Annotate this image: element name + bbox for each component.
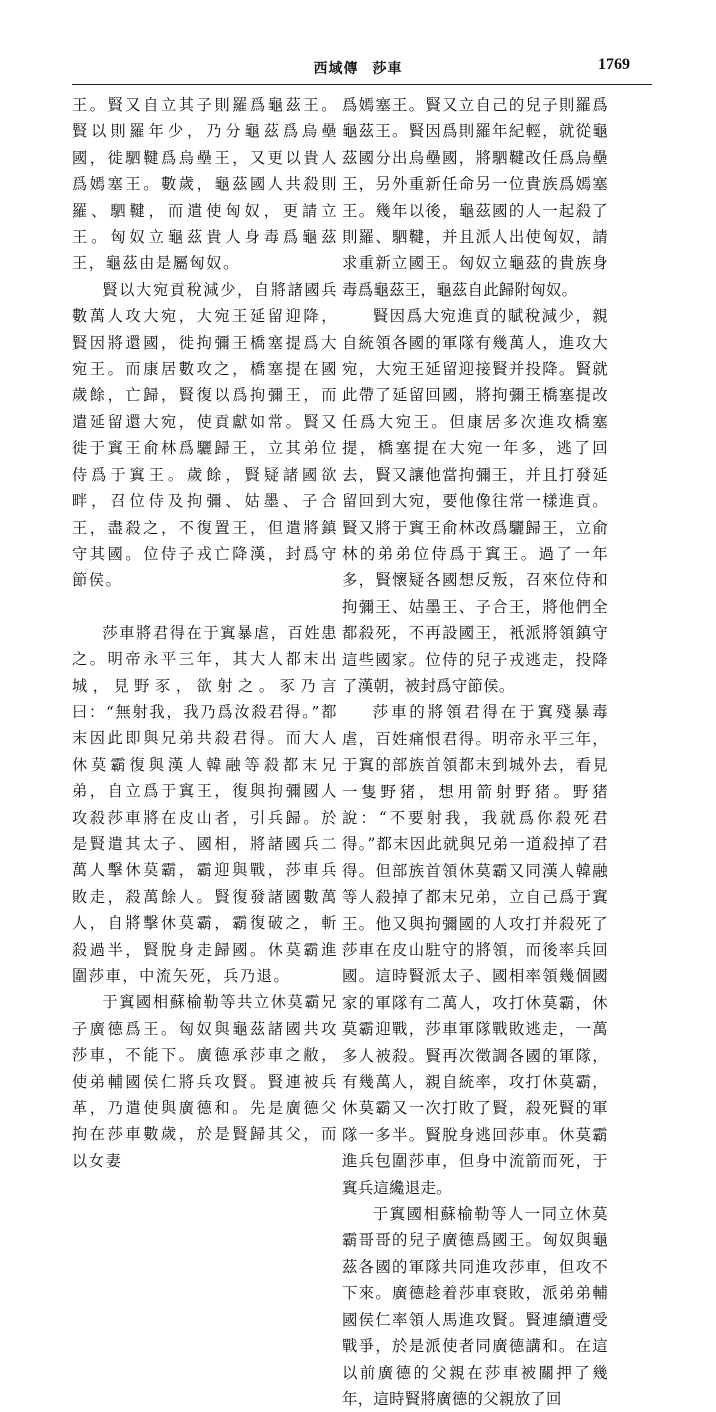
translation-paragraph: 爲嫣塞王。賢又立自己的兒子則羅爲龜茲王。賢因爲則羅年紀輕，就從龜茲國分出烏壘國，將駟鞬改任爲烏壘王，另外重新任命另一位貴族爲嫣塞王。幾年以後，龜茲國的人一起殺了則羅、駟鞬，并且派人出使匈奴，請求重新立國王。匈奴立龜茲的貴族身毒爲龜茲王，龜茲自此歸附匈奴。 — [342, 96, 608, 299]
page-header — [0, 58, 716, 82]
page-number: 1769 — [598, 56, 630, 73]
header-rule — [72, 84, 652, 85]
translation-paragraph: 賢因爲大宛進貢的賦稅減少，親自統領各國的軍隊有幾萬人，進攻大宛，大宛王延留迎接賢并投降。賢就此帶了延留回國，將拘彌王橋塞提改任爲大宛王。但康居多次進攻橋塞提，橋塞提在大宛一年多，逃了回去，賢又讓他當拘彌王，并且打發延留回到大宛，要他像往常一樣進貢。賢又將于窴王俞林改爲驪歸王，立俞林的弟弟位侍爲于窴王。過了一年多，賢懷疑各國想反叛，召來位侍和拘彌王、姑墨王、子合王，將他們全都殺死，不再設國王，衹派將領鎮守這些國家。位侍的兒子戎逃走，投降了漢朝，被封爲守節侯。 — [342, 307, 608, 695]
paragraph-gap — [72, 594, 338, 620]
translation-text-column — [342, 92, 608, 1412]
classical-paragraph: 莎車將君得在于窴暴虐，百姓患之。明帝永平三年，其大人都末出城，見野豕，欲射之。豕乃言曰：“無射我，我乃爲汝殺君得。”都末因此即與兄弟共殺君得。而大人休莫霸復與漢人韓融等殺都末兄弟，自立爲于窴王，復與拘彌國人攻殺莎車將在皮山者，引兵歸。於是賢遣其太子、國相，將諸國兵二萬人擊休莫霸，霸迎與戰，莎車兵敗走，殺萬餘人。賢復發諸國數萬人，自將擊休莫霸，霸復破之，斬殺過半，賢脫身走歸國。休莫霸進圍莎車，中流矢死，兵乃退。 — [72, 623, 338, 985]
classical-paragraph: 于窴國相蘇榆勒等共立休莫霸兄子廣德爲王。匈奴與龜茲諸國共攻莎車，不能下。廣德承莎車之敝，使弟輔國侯仁將兵攻賢。賢連被兵革，乃遣使與廣德和。先是廣德父拘在莎車數歲，於是賢歸其父，而以女妻 — [72, 993, 338, 1170]
classical-text-column — [72, 92, 338, 1174]
classical-paragraph: 賢以大宛貢稅減少，自將諸國兵數萬人攻大宛，大宛王延留迎降，賢因將還國，徙拘彌王橋塞提爲大宛王。而康居數攻之，橋塞提在國歲餘，亡歸，賢復以爲拘彌王，而遣延留還大宛，使貢獻如常。賢又徙于窴王俞林爲驪歸王，立其弟位侍爲于窴王。歲餘，賢疑諸國欲畔，召位侍及拘彌、姑墨、子合王，盡殺之，不復置王，但遣將鎮守其國。位侍子戎亡降漢，封爲守節侯。 — [72, 280, 338, 590]
classical-paragraph: 王。賢又自立其子則羅爲龜茲王。賢以則羅年少，乃分龜茲爲烏壘國，徙駟鞬爲烏壘王，又更以貴人爲嫣塞王。數歲，龜茲國人共殺則羅、駟鞬，而遣使匈奴，更請立王。匈奴立龜茲貴人身毒爲龜茲王，龜茲由是屬匈奴。 — [72, 96, 338, 273]
translation-paragraph: 于窴國相蘇榆勒等人一同立休莫霸哥哥的兒子廣德爲國王。匈奴與龜茲各國的軍隊共同進攻莎車，但攻不下來。廣德趁着莎車衰敗，派弟弟輔國侯仁率領人馬進攻賢。賢連續遭受戰爭，於是派使者同廣德講和。在這以前廣德的父親在莎車被關押了幾年，這時賢將廣德的父親放了回 — [342, 1205, 608, 1408]
book-title: 西域傳 — [313, 61, 359, 77]
translation-paragraph: 莎車的將領君得在于窴殘暴毒虐，百姓痛恨君得。明帝永平三年，于窴的部族首領都末到城外去，看見一隻野猪，想用箭射野猪。野猪說：“不要射我，我就爲你殺死君得。”都末因此就與兄弟一道殺掉了君得。但部族首領休莫霸又同漢人韓融等人殺掉了都末兄弟，立自己爲于窴王。他又與拘彌國的人攻打并殺死了莎車在皮山駐守的將領，而後率兵回國。這時賢派太子、國相率領幾個國家的軍隊有二萬人，攻打休莫霸，休莫霸迎戰，莎車軍隊戰敗逃走，一萬多人被殺。賢再次徵調各國的軍隊，有幾萬人，親自統率，攻打休莫霸，休莫霸又一次打敗了賢，殺死賢的軍隊一多半。賢脫身逃回莎車。休莫霸進兵包圍莎車，但身中流箭而死，于窴兵這纔退走。 — [342, 703, 608, 1197]
chapter-title: 莎車 — [372, 61, 403, 77]
